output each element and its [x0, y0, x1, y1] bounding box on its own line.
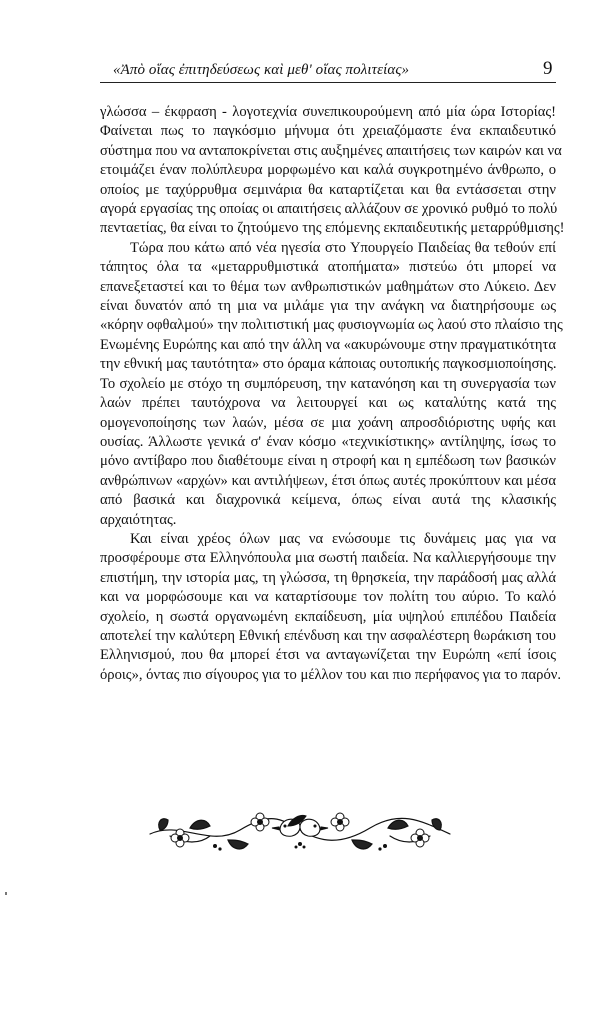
- text-line: ανθρώπινων «αρχών» και αντιλήψεων, έτσι όπως αυτές προκύπτουν και μέσα: [100, 472, 556, 489]
- text-line: προσφέρουμε στα Ελληνόπουλα μια σωστή παιδεία. Να καλλιεργήσουμε την: [100, 550, 556, 567]
- body-text: [100, 103, 565, 685]
- text-line: επανεξεταστεί και το θέμα των ανθρωπιστικών μαθημάτων στο Λύκειο. Δεν: [100, 278, 556, 295]
- text-line: επιστήμη, την ιστορία μας, τη γλώσσα, τη θρησκεία, την παράδοσή μας αλλά: [100, 569, 556, 586]
- paragraph: [100, 530, 561, 685]
- text-line: σχολείο, η σωστά οργανωμένη εκπαίδευση, μία υψηλού επιπέδου Παιδεία: [100, 608, 556, 625]
- text-line: ομογενοποίησης των λαών, μέσα σε μια χοάνη απροσδιόριστης υφής και: [100, 414, 556, 431]
- text-line: «κόρην οφθαλμού» την πολιτιστική μας φυσιογνωμία ως λαού στο πλαίσιο της: [100, 317, 563, 334]
- text-line: την εθνική μας ταυτότητα» στο όραμα κάποιας ουτοπικής παγκοσμιοποίησης.: [100, 356, 557, 373]
- text-line: Φαίνεται πως το παγκόσμιο μήνυμα ότι χρειαζόμαστε ένα εκπαιδευτικό: [100, 123, 556, 140]
- text-line: αποτελεί την καλύτερη Εθνική επένδυση και την ασφαλέστερη θωράκιση του: [100, 627, 556, 644]
- page-number: 9: [543, 58, 553, 79]
- paragraph: [100, 239, 563, 530]
- text-line: πενταετίας, θα είναι το ζητούμενο της επόμενης εκπαιδευτικής μεταρρύθμισης!: [100, 220, 565, 237]
- text-line: Ελληνισμού, που θα μπορεί έτσι να ανταγωνίζεται την Ευρώπη «επί ίσοις: [100, 647, 556, 664]
- text-line: Ενωμένης Ευρώπης και από την άλλη να «ακυρώνουμε στην πραγματικότητα: [100, 336, 556, 353]
- paragraph: [100, 103, 565, 239]
- header-rule: [100, 82, 556, 83]
- text-line: από βασικά και διαχρονικά κείμενα, όπως είναι αυτά της κλασικής: [100, 492, 556, 509]
- text-line: και να μορφώσουμε και να καταρτίσουμε τον πολίτη του αύριο. Το καλό: [100, 589, 556, 606]
- floral-bird-vignette-icon: [140, 800, 460, 860]
- text-line: οποίος με ταχύρρυθμα σεμινάρια θα καταρτίζεται και θα εντάσσεται στην: [100, 181, 556, 198]
- page-speck: [5, 892, 7, 895]
- text-line: σύστημα που να ανταποκρίνεται στις αυξημένες απαιτήσεις των καιρών και να: [100, 142, 562, 159]
- text-line: γλώσσα – έκφραση - λογοτεχνία συνεπικουρούμενη από μία ώρα Ιστορίας!: [100, 104, 556, 120]
- text-line: μόνο αντίβαρο που διαθέτουμε είναι η στροφή και η εμπέδωση των βασικών: [100, 453, 556, 470]
- running-title: «Ἀπὸ οἵας ἐπιτηδεύσεως καὶ μεθ' οἵας πολιτείας»: [113, 62, 410, 78]
- text-line: όροις», όντας πιο σίγουρος για το μέλλον του και πιο περήφανος για το παρόν.: [100, 666, 561, 683]
- text-line: Τώρα που κάτω από νέα ηγεσία στο Υπουργείο Παιδείας θα τεθούν επί: [130, 239, 556, 256]
- text-line: αγορά εργασίας της οποίας οι απαιτήσεις αλλάζουν σε χρονικό ρυθμό το πολύ: [100, 201, 558, 218]
- text-line: αρχαιότητας.: [100, 511, 177, 528]
- text-line: τάπητος όλα τα «μεταρρυθμιστικά ατοπήματα» πιστεύω ότι μπορεί να: [100, 259, 556, 276]
- text-line: ουσίας. Άλλωστε γενικά σ' έναν κόσμο «τεχνικίστικης» αντίληψης, ίσως το: [100, 433, 556, 450]
- text-line: λαών πρέπει ταυτόχρονα να λειτουργεί και ως καταλύτης κατά της: [100, 395, 556, 412]
- text-line: ετοιμάζει έναν πολύπλευρα μορφωμένο και καλά συγκροτημένο άνθρωπο, ο: [100, 162, 556, 179]
- text-line: Και είναι χρέος όλων μας να ενώσουμε τις δυνάμεις μας για να: [130, 530, 556, 547]
- text-line: Το σχολείο με στόχο τη συμπόρευση, την κατανόηση και τη συνεργασία των: [100, 375, 556, 392]
- text-line: είναι δυνατόν από τη μια να μιλάμε για την ανάγκη να διατηρήσουμε ως: [100, 298, 556, 315]
